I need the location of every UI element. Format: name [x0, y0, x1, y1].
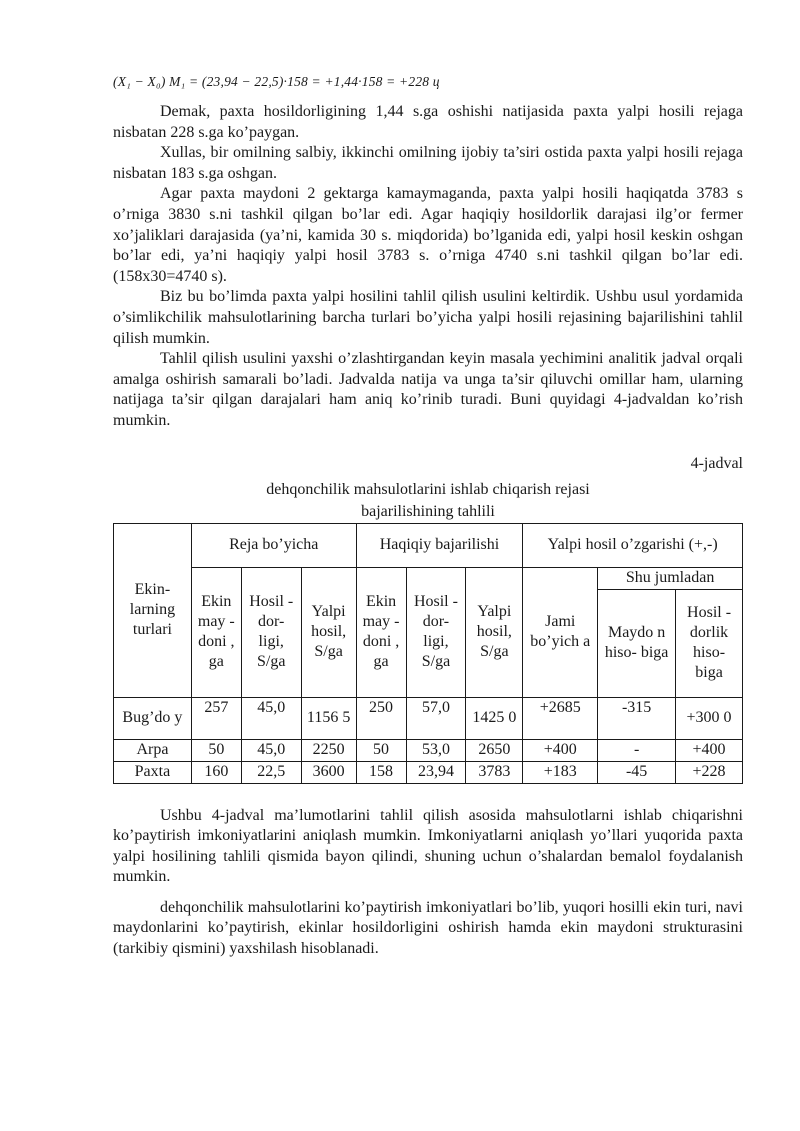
cell-by-area: -45: [598, 761, 676, 783]
cell-by-area: -: [598, 739, 676, 761]
analysis-table: [113, 523, 743, 784]
table-row: [114, 739, 743, 761]
cell-crop: Bug’do y: [114, 697, 192, 739]
header-actual: Haqiqiy bajarilishi: [356, 523, 523, 567]
cell-plan-area: 160: [191, 761, 241, 783]
header-change: Yalpi hosil o’zgarishi (+,-): [523, 523, 743, 567]
paragraph-7: dehqonchilik mahsulotlarini ko’paytirish imkoniyatlari bo’lib, yuqori hosilli ekin turi, navi maydonlarini ko’paytirish, ekinlar hosildorligini oshirish hamda ekin maydoni strukturasini (tarkibiy qismini) yaxshilash hisoblanadi.: [113, 898, 743, 958]
cell-plan-yield: 45,0: [241, 697, 301, 739]
header-plan-area: Ekin may - doni , ga: [191, 567, 241, 697]
cell-plan-gross: 3600: [301, 761, 356, 783]
header-plan-gross: Yalpi hosil, S/ga: [301, 567, 356, 697]
header-by-area: Maydo n hiso- biga: [598, 589, 676, 697]
cell-act-yield: 57,0: [406, 697, 466, 739]
cell-by-yield: +400: [676, 739, 743, 761]
cell-act-gross: 3783: [466, 761, 523, 783]
cell-total: +2685: [523, 697, 598, 739]
header-plan-yield: Hosil -dor- ligi, S/ga: [241, 567, 301, 697]
cell-plan-area: 50: [191, 739, 241, 761]
cell-act-area: 250: [356, 697, 406, 739]
document-page: [113, 72, 743, 960]
cell-act-yield: 53,0: [406, 739, 466, 761]
header-by-yield: Hosil - dorlik hiso- biga: [676, 589, 743, 697]
paragraph-4: Biz bu bo’limda paxta yalpi hosilini tahlil qilish usulini keltirdik. Ushbu usul yordamida o’simlikchilik mahsulotlarining barcha turlari bo’yicha yalpi hosili rejasining bajarilishini tahlil qilish mumkin.: [113, 288, 743, 347]
cell-act-yield: 23,94: [406, 761, 466, 783]
table-row: [114, 697, 743, 739]
header-including: Shu jumladan: [598, 567, 743, 589]
cell-plan-gross: 2250: [301, 739, 356, 761]
paragraph-3: Agar paxta maydoni 2 gektarga kamaymaganda, paxta yalpi hosili haqiqatda 3783 s o’rniga 3830 s.ni tashkil qilgan bo’lar edi. Agar haqiqiy hosildorlik darajasi ilg’or fermer xo’jaliklari darajasida (ya’ni, kamida 30 s. miqdorida) bo’lganida edi, yalpi hosil keskin oshgan bo’lar edi, ya’ni haqiqiy yalpi hosil 3783 s. o’rniga 4740 s.ni tashkil qilgan bo’lar edi. (158x30=4740 s).: [113, 185, 743, 285]
header-plan: Reja bo’yicha: [191, 523, 356, 567]
table-number: 4-jadval: [690, 454, 743, 472]
formula-line: (X₁ − X₀) M₁ = (23,94 − 22,5)·158 = +1,44·158 = +228 ц: [113, 74, 440, 89]
cell-act-gross: 1425 0: [466, 697, 523, 739]
cell-total: +183: [523, 761, 598, 783]
header-actual-yield: Hosil -dor- ligi, S/ga: [406, 567, 466, 697]
cell-plan-yield: 45,0: [241, 739, 301, 761]
paragraph-5: Tahlil qilish usulini yaxshi o’zlashtirgandan keyin masala yechimini analitik jadval orqali amalga oshirish samarali bo’ladi. Jadvalda natija va unga ta’sir qiluvchi omillar ham, ularning natijaga ta’sir qilgan darajalari ham aniq ko’rinib turadi. Buni quyidagi 4-jadvaldan ko’rish mumkin.: [113, 350, 743, 429]
header-crop: Ekin-larning turlari: [114, 523, 192, 697]
table-row: [114, 761, 743, 783]
cell-plan-yield: 22,5: [241, 761, 301, 783]
cell-act-gross: 2650: [466, 739, 523, 761]
cell-total: +400: [523, 739, 598, 761]
cell-by-yield: +228: [676, 761, 743, 783]
cell-by-area: -315: [598, 697, 676, 739]
cell-by-yield: +300 0: [676, 697, 743, 739]
cell-act-area: 158: [356, 761, 406, 783]
cell-crop: Arpa: [114, 739, 192, 761]
paragraph-2: Xullas, bir omilning salbiy, ikkinchi omilning ijobiy ta’siri ostida paxta yalpi hosili rejaga nisbatan 183 s.ga oshgan.: [113, 144, 743, 182]
table-caption: dehqonchilik mahsulotlarini ishlab chiqarish rejasi bajarilishining tahlili: [266, 480, 590, 520]
header-actual-gross: Yalpi hosil, S/ga: [466, 567, 523, 697]
header-total: Jami bo’yich a: [523, 567, 598, 697]
cell-crop: Paxta: [114, 761, 192, 783]
cell-act-area: 50: [356, 739, 406, 761]
paragraph-1: Demak, paxta hosildorligining 1,44 s.ga oshishi natijasida paxta yalpi hosili rejaga nisbatan 228 s.ga ko’paygan.: [113, 103, 743, 141]
cell-plan-area: 257: [191, 697, 241, 739]
header-actual-area: Ekin may - doni , ga: [356, 567, 406, 697]
paragraph-6: Ushbu 4-jadval ma’lumotlarini tahlil qilish asosida mahsulotlarni ishlab chiqarishni ko’paytirish imkoniyatlarini aniqlash mumkin. Imkoniyatlarni aniqlash yo’llari yuqorida paxta yalpi hosilining tahlili qismida bayon qilindi, shuning uchun o’shalardan bemalol foydalanish mumkin.: [113, 806, 743, 886]
cell-plan-gross: 1156 5: [301, 697, 356, 739]
